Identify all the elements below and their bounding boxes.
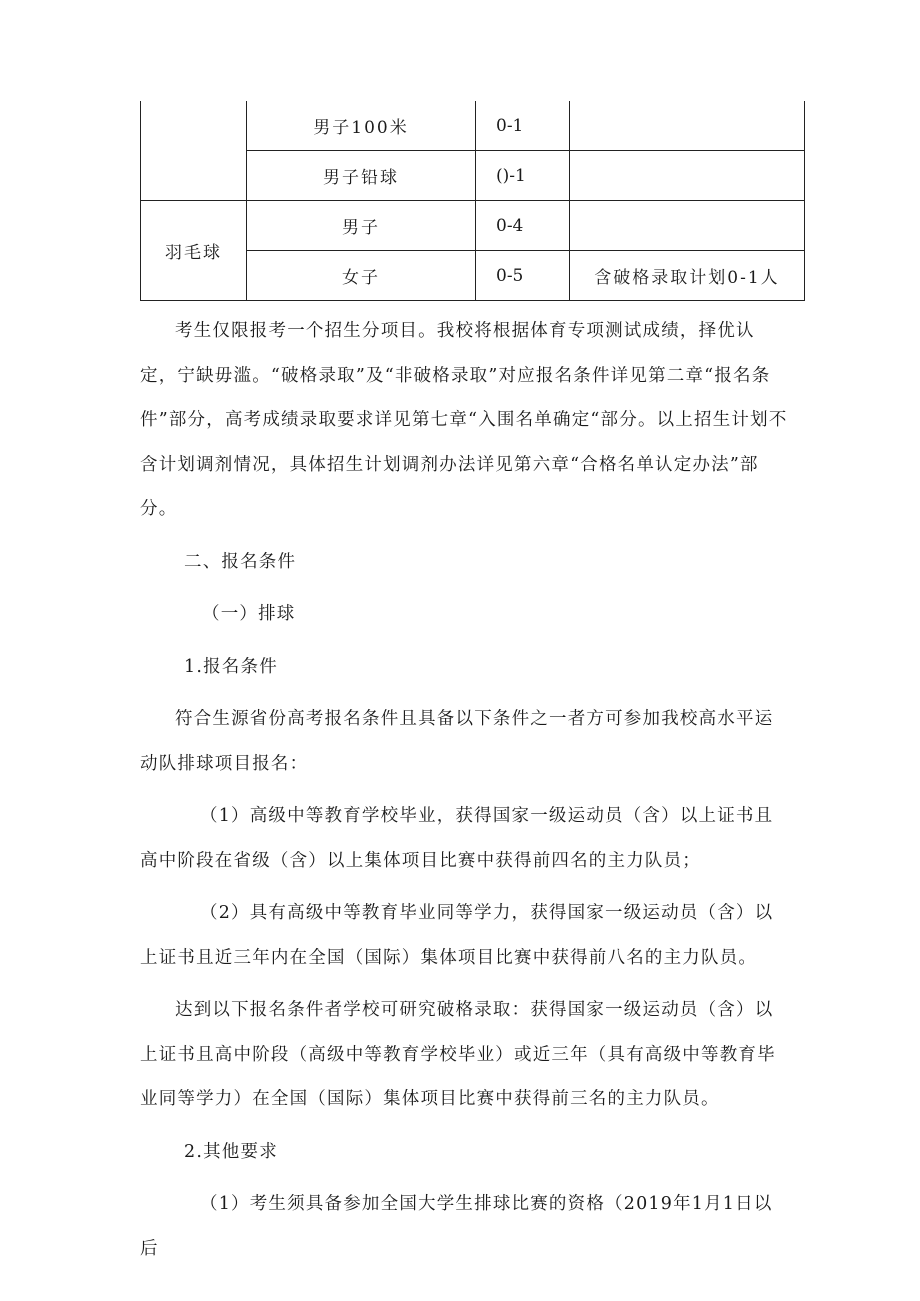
- paragraph: （1）高级中等教育学校毕业，获得国家一级运动员（含）以上证书且高中阶段在省级（含）以上集体项目比赛中获得前四名的主力队员；: [140, 806, 774, 871]
- item-cell: 男子铅球: [247, 151, 476, 201]
- enrollment-plan-table: [140, 101, 805, 301]
- item-cell: 男子100米: [247, 101, 476, 151]
- table-row: [141, 201, 805, 251]
- note-cell: [570, 151, 805, 201]
- quota-cell: 0-1: [476, 101, 570, 151]
- paragraph: 达到以下报名条件者学校可研究破格录取：获得国家一级运动员（含）以上证书且高中阶段（高级中等教育学校毕业）或近三年（具有高级中等教育毕业同等学力）在全国（国际）集体项目比赛中获得前三名的主力队员。: [140, 1000, 776, 1109]
- category-cell: [141, 101, 247, 201]
- quota-cell: 0-4: [476, 201, 570, 251]
- item-heading: 1.报名条件: [184, 656, 278, 677]
- subsection-heading: （一）排球: [202, 604, 296, 624]
- paragraph: （1）考生须具备参加全国大学生排球比赛的资格（2019年1月1日以后: [140, 1194, 773, 1259]
- paragraph: 考生仅限报考一个招生分项目。我校将根据体育专项测试成绩，择优认定，宁缺毋滥。“破格录取”及“非破格录取”对应报名条件详见第二章“报名条件”部分，高考成绩录取要求详见第七章“入围名单确定“部分。以上招生计划不含计划调剂情况，具体招生计划调剂办法详见第六章“合格名单认定办法”部分。: [140, 321, 788, 519]
- item-heading: 2.其他要求: [184, 1141, 278, 1162]
- paragraph: （2）具有高级中等教育毕业同等学力，获得国家一级运动员（含）以上证书且近三年内在全国（国际）集体项目比赛中获得前八名的主力队员。: [140, 903, 774, 968]
- item-cell: 男子: [247, 201, 476, 251]
- note-cell: [570, 201, 805, 251]
- quota-cell: 0-5: [476, 251, 570, 301]
- quota-cell: ()-1: [476, 151, 570, 201]
- category-cell: 羽毛球: [141, 201, 247, 301]
- paragraph: 符合生源省份高考报名条件且具备以下条件之一者方可参加我校高水平运动队排球项目报名：: [140, 709, 774, 774]
- section-heading: 二、报名条件: [184, 551, 297, 572]
- item-cell: 女子: [247, 251, 476, 301]
- table-row: [141, 101, 805, 151]
- note-cell: [570, 101, 805, 151]
- note-cell: 含破格录取计划0-1人: [570, 251, 805, 301]
- body-text: [140, 309, 790, 1271]
